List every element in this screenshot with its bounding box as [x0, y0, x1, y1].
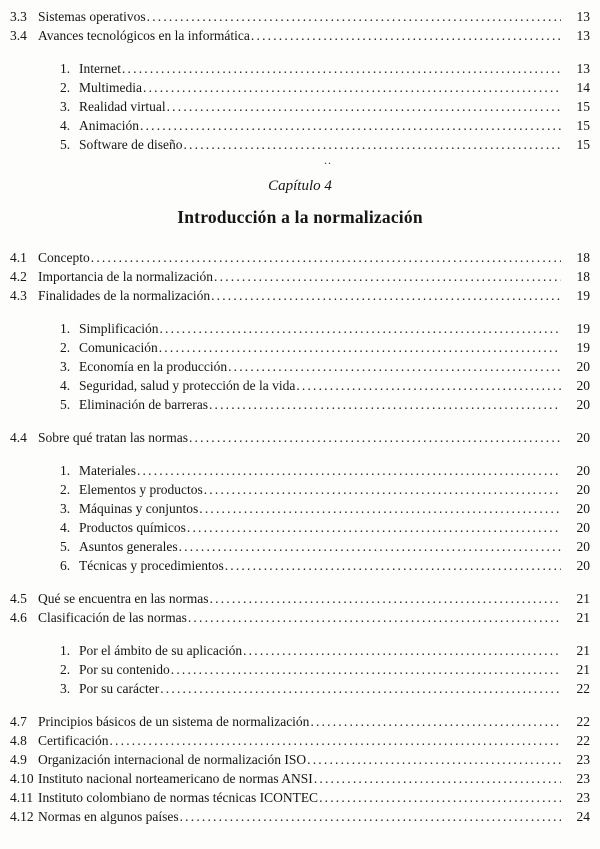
dot-leader	[204, 480, 561, 499]
toc-entry-number: 4.2	[10, 269, 27, 284]
dot-leader	[180, 807, 561, 826]
toc-block-main	[10, 248, 590, 826]
toc-section	[10, 641, 590, 698]
toc-entry-label: Certificación	[38, 733, 109, 748]
toc-entry	[10, 248, 590, 267]
toc-entry-page: 15	[576, 99, 590, 114]
toc-entry-label: Economía en la producción	[79, 359, 228, 374]
toc-entry-label: Qué se encuentra en las normas	[38, 591, 209, 606]
toc-entry-number: 5.	[60, 539, 71, 554]
toc-section	[10, 428, 590, 447]
toc-entry	[60, 461, 590, 480]
toc-section	[10, 248, 590, 305]
toc-entry-label: Concepto	[38, 250, 90, 265]
toc-entry-label: Materiales	[79, 463, 136, 478]
toc-entry	[10, 286, 590, 305]
toc-entry	[60, 116, 590, 135]
toc-entry-number: 1.	[60, 643, 71, 658]
toc-entry-number: 4.3	[10, 288, 27, 303]
dot-leader	[296, 376, 561, 395]
dot-leader	[91, 248, 561, 267]
toc-entry-number: 2.	[60, 482, 71, 497]
toc-entry-number: 3.	[60, 99, 71, 114]
dot-leader	[214, 267, 561, 286]
toc-entry	[10, 267, 590, 286]
dot-leader	[147, 7, 561, 26]
dot-leader	[314, 769, 561, 788]
toc-entry-label: Clasificación de las normas	[38, 610, 187, 625]
toc-entry-label: Organización internacional de normalización ISO	[38, 752, 307, 767]
toc-entry	[10, 712, 590, 731]
toc-section	[10, 7, 590, 45]
dot-leader	[210, 589, 561, 608]
toc-section	[10, 712, 590, 826]
toc-entry-label: Simplificación	[79, 321, 159, 336]
toc-entry-label: Comunicación	[79, 340, 158, 355]
toc-entry-page: 21	[576, 643, 590, 658]
dot-leader	[109, 731, 561, 750]
toc-entry	[10, 807, 590, 826]
toc-entry-page: 20	[576, 397, 590, 412]
toc-entry-page: 21	[576, 610, 590, 625]
dot-leader	[225, 556, 561, 575]
toc-entry-label: Sistemas operativos	[38, 9, 146, 24]
toc-entry-label: Técnicas y procedimientos	[79, 558, 224, 573]
toc-entry-label: Avances tecnológicos en la informática	[38, 28, 250, 43]
toc-entry-number: 3.4	[10, 28, 27, 43]
toc-entry-page: 20	[576, 359, 590, 374]
toc-entry-page: 22	[576, 714, 590, 729]
toc-entry-page: 21	[576, 591, 590, 606]
toc-entry	[60, 641, 590, 660]
toc-entry-number: 5.	[60, 397, 71, 412]
toc-entry	[10, 608, 590, 627]
toc-entry-label: Importancia de la normalización	[38, 269, 214, 284]
toc-entry-label: Máquinas y conjuntos	[79, 501, 199, 516]
dot-leader	[159, 338, 561, 357]
dot-leader	[187, 518, 561, 537]
toc-entry	[60, 319, 590, 338]
toc-entry	[10, 731, 590, 750]
toc-entry-label: Por el ámbito de su aplicación	[79, 643, 243, 658]
toc-entry-page: 19	[576, 288, 590, 303]
toc-entry-number: 1.	[60, 463, 71, 478]
toc-entry-number: 4.	[60, 118, 71, 133]
toc-entry	[60, 357, 590, 376]
toc-entry	[60, 376, 590, 395]
toc-entry-number: 4.4	[10, 430, 27, 445]
toc-entry-page: 19	[576, 321, 590, 336]
dot-leader	[179, 537, 561, 556]
toc-entry-number: 4.11	[10, 790, 34, 805]
toc-section	[10, 461, 590, 575]
toc-entry	[10, 428, 590, 447]
dot-leader	[160, 679, 561, 698]
dot-leader	[167, 97, 561, 116]
toc-entry-label: Seguridad, salud y protección de la vida	[79, 378, 296, 393]
dot-leader	[199, 499, 561, 518]
toc-entry	[60, 537, 590, 556]
dot-leader	[307, 750, 561, 769]
toc-entry	[60, 679, 590, 698]
toc-entry-page: 23	[576, 752, 590, 767]
dot-leader	[251, 26, 561, 45]
toc-entry-page: 15	[576, 118, 590, 133]
toc-entry-page: 13	[576, 28, 590, 43]
toc-entry	[60, 135, 590, 154]
dot-leader	[189, 428, 561, 447]
toc-entry-label: Software de diseño	[79, 137, 183, 152]
toc-section	[10, 589, 590, 627]
chapter-heading: Capítulo 4	[268, 178, 332, 194]
toc-entry-page: 20	[576, 501, 590, 516]
toc-entry-label: Instituto colombiano de normas técnicas ICONTEC	[38, 790, 319, 805]
dot-leader	[319, 788, 561, 807]
scan-artifact-dots: ..	[324, 153, 332, 167]
toc-entry-number: 3.3	[10, 9, 27, 24]
dot-leader	[310, 712, 561, 731]
toc-entry-page: 23	[576, 790, 590, 805]
toc-entry-number: 4.5	[10, 591, 27, 606]
toc-entry	[10, 788, 590, 807]
toc-entry-number: 3.	[60, 359, 71, 374]
toc-entry-number: 4.7	[10, 714, 27, 729]
toc-entry	[60, 59, 590, 78]
toc-entry-label: Asuntos generales	[79, 539, 178, 554]
toc-entry-page: 20	[576, 482, 590, 497]
toc-entry-page: 20	[576, 539, 590, 554]
toc-entry-number: 2.	[60, 340, 71, 355]
dot-leader	[228, 357, 561, 376]
toc-entry	[60, 518, 590, 537]
toc-entry	[60, 78, 590, 97]
toc-entry	[60, 480, 590, 499]
dot-leader	[137, 461, 561, 480]
dot-leader	[243, 641, 561, 660]
toc-entry	[10, 26, 590, 45]
toc-entry	[10, 750, 590, 769]
toc-entry-page: 18	[576, 269, 590, 284]
chapter-title: Introducción a la normalización	[177, 207, 423, 227]
toc-entry-number: 5.	[60, 137, 71, 152]
toc-entry-label: Instituto nacional norteamericano de normas ANSI	[38, 771, 313, 786]
dot-leader	[171, 660, 561, 679]
toc-entry-page: 13	[576, 61, 590, 76]
toc-entry-label: Multimedia	[79, 80, 142, 95]
toc-entry-number: 3.	[60, 681, 71, 696]
toc-section	[10, 59, 590, 154]
dot-leader	[122, 59, 561, 78]
toc-entry	[60, 499, 590, 518]
toc-entry-page: 20	[576, 463, 590, 478]
toc-entry-label: Finalidades de la normalización	[38, 288, 211, 303]
toc-entry-label: Elementos y productos	[79, 482, 203, 497]
toc-entry-label: Normas en algunos países	[38, 809, 179, 824]
toc-entry-number: 6.	[60, 558, 71, 573]
dot-leader	[209, 395, 561, 414]
toc-entry-number: 4.1	[10, 250, 27, 265]
toc-entry-number: 4.	[60, 378, 71, 393]
toc-entry-number: 4.	[60, 520, 71, 535]
toc-entry	[60, 395, 590, 414]
toc-entry-number: 4.12	[10, 809, 34, 824]
toc-entry-page: 22	[576, 733, 590, 748]
toc-entry	[10, 769, 590, 788]
dot-leader	[143, 78, 561, 97]
toc-entry-label: Productos químicos	[79, 520, 186, 535]
toc-entry-page: 19	[576, 340, 590, 355]
dot-leader	[211, 286, 561, 305]
toc-entry-page: 15	[576, 137, 590, 152]
toc-section	[10, 319, 590, 414]
toc-entry-page: 23	[576, 771, 590, 786]
toc-entry-number: 2.	[60, 80, 71, 95]
dot-leader	[159, 319, 561, 338]
toc-entry-page: 20	[576, 558, 590, 573]
dot-leader	[183, 135, 561, 154]
toc-entry-label: Sobre qué tratan las normas	[38, 430, 188, 445]
toc-entry-number: 4.9	[10, 752, 27, 767]
toc-entry-label: Animación	[79, 118, 139, 133]
dot-leader	[188, 608, 561, 627]
toc-entry-number: 1.	[60, 321, 71, 336]
toc-entry-page: 14	[576, 80, 590, 95]
toc-entry-page: 13	[576, 9, 590, 24]
toc-entry-page: 24	[576, 809, 590, 824]
toc-entry-label: Realidad virtual	[79, 99, 166, 114]
toc-entry	[60, 97, 590, 116]
toc-entry-page: 20	[576, 430, 590, 445]
toc-entry-page: 22	[576, 681, 590, 696]
toc-entry-number: 2.	[60, 662, 71, 677]
toc-entry-label: Internet	[79, 61, 121, 76]
toc-block-top	[10, 7, 590, 154]
toc-entry-number: 4.10	[10, 771, 34, 786]
toc-entry-page: 20	[576, 520, 590, 535]
toc-entry	[60, 660, 590, 679]
toc-entry-number: 4.8	[10, 733, 27, 748]
toc-entry	[60, 556, 590, 575]
toc-entry-number: 4.6	[10, 610, 27, 625]
toc-entry	[60, 338, 590, 357]
dot-leader	[140, 116, 561, 135]
toc-entry-label: Por su contenido	[79, 662, 170, 677]
toc-entry	[10, 589, 590, 608]
toc-entry-number: 3.	[60, 501, 71, 516]
toc-entry	[10, 7, 590, 26]
toc-entry-label: Eliminación de barreras	[79, 397, 208, 412]
toc-entry-page: 20	[576, 378, 590, 393]
toc-entry-number: 1.	[60, 61, 71, 76]
toc-entry-page: 21	[576, 662, 590, 677]
toc-entry-label: Por su carácter	[79, 681, 160, 696]
toc-entry-page: 18	[576, 250, 590, 265]
toc-entry-label: Principios básicos de un sistema de normalización	[38, 714, 310, 729]
